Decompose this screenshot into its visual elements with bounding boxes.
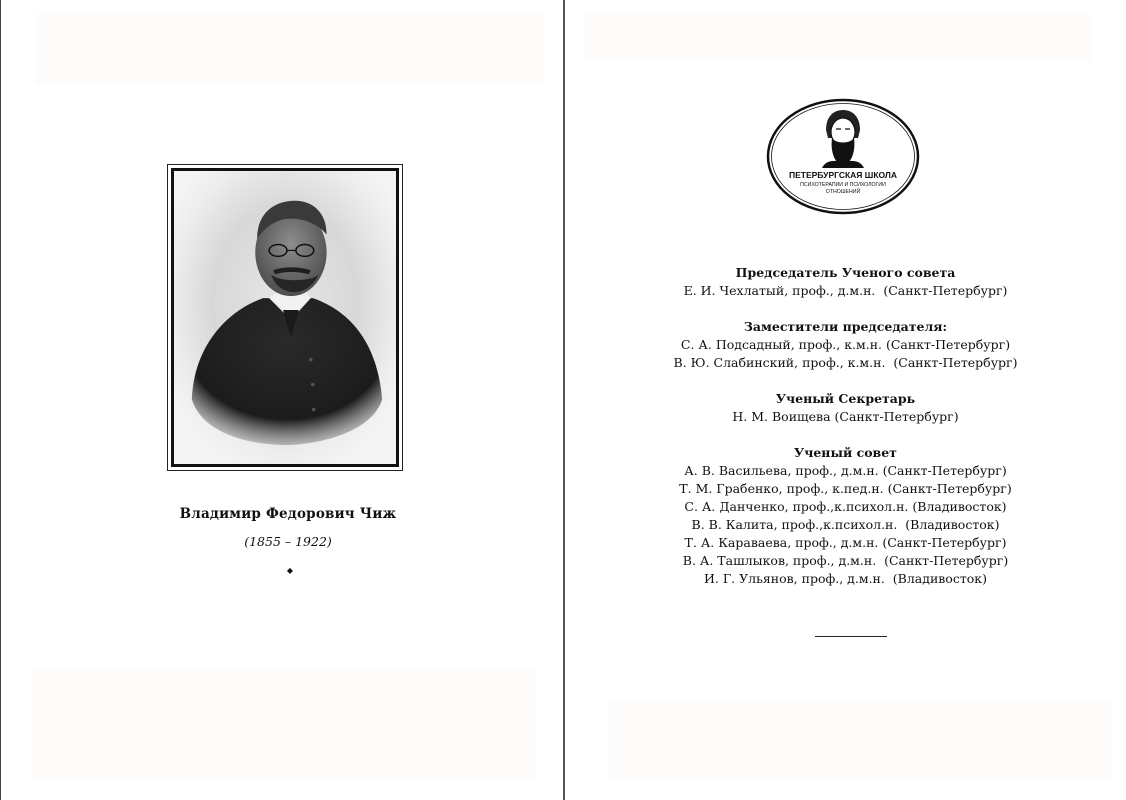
page-shading-bottom (31, 670, 537, 778)
member-line: Т. М. Грабенко, проф., к.пед.н. (Санкт-Петербург) (679, 481, 1012, 496)
left-page (1, 0, 563, 800)
member-line: В. В. Калита, проф.,к.психол.н. (Владивосток) (691, 517, 1000, 532)
council-section-deputies (565, 318, 1126, 372)
member-line: Е. И. Чехлатый, проф., д.м.н. (Санкт-Петербург) (683, 283, 1008, 298)
member-line: С. А. Подсадный, проф., к.м.н. (Санкт-Петербург) (680, 337, 1011, 352)
section-heading: Ученый совет (794, 445, 897, 460)
portrait-dates: (1855 – 1922) (244, 534, 332, 549)
member-line: Т. А. Караваева, проф., д.м.н. (Санкт-Петербург) (684, 535, 1007, 550)
council-section-members (565, 444, 1126, 588)
section-heading: Председатель Ученого совета (735, 265, 956, 280)
member-line: Н. М. Воищева (Санкт-Петербург) (732, 409, 959, 424)
logo-subtitle: ПСИХОТЕРАПИИ И ПСИХОЛОГИИ (800, 182, 886, 188)
portrait-name: Владимир Федорович Чиж (179, 506, 397, 522)
end-rule-divider (815, 636, 887, 637)
logo-title: ПЕТЕРБУРГСКАЯ ШКОЛА (788, 170, 898, 180)
right-page (565, 0, 1126, 800)
section-heading: Заместители председателя: (743, 319, 948, 334)
member-line: В. Ю. Слабинский, проф., к.м.н. (Санкт-Петербург) (673, 355, 1018, 370)
portrait-frame (167, 164, 403, 471)
council-section-secretary (565, 390, 1126, 426)
logo-subtitle-2: ОТНОШЕНИЙ (825, 189, 861, 195)
page-shading-top (35, 14, 543, 84)
page-shading-bottom (609, 700, 1111, 780)
page-shading-top (585, 14, 1091, 60)
section-heading: Ученый Секретарь (775, 391, 916, 406)
member-line: В. А. Ташлыков, проф., д.м.н. (Санкт-Петербург) (682, 553, 1009, 568)
member-line: И. Г. Ульянов, проф., д.м.н. (Владивосток) (704, 571, 987, 586)
school-logo (766, 98, 920, 215)
portrait-photo (171, 168, 399, 467)
diamond-ornament-icon: ◆ (286, 566, 294, 575)
member-line: А. В. Васильева, проф., д.м.н. (Санкт-Петербург) (684, 463, 1007, 478)
member-line: С. А. Данченко, проф.,к.психол.н. (Владивосток) (684, 499, 1007, 514)
council-section-chairman (565, 264, 1126, 300)
council-list (565, 264, 1126, 606)
